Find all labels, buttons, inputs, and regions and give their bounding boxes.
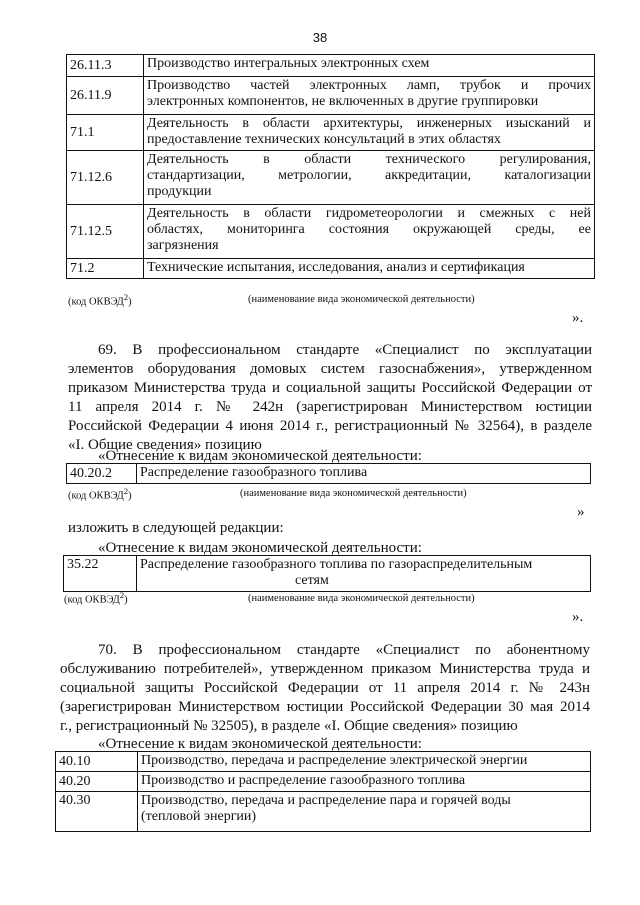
closing-quote: ». [572, 310, 584, 326]
okved-code: 40.20.2 [67, 464, 137, 484]
page-number: 38 [312, 30, 328, 45]
okved-table-1 [66, 54, 595, 279]
okved-name: Деятельность в области гидрометеорологии и смежных с ней областях, мониторинга состояния окружающей среды, ее загрязнения [144, 205, 595, 259]
okved-table-old-69 [66, 463, 591, 484]
table-row [56, 792, 591, 832]
okved-name: Деятельность в области технического регулирования, стандартизации, метрологии, аккредитации, каталогизации продукции [144, 151, 595, 205]
name-caption: (наименование вида экономической деятельности) [248, 294, 475, 305]
okved-name: Деятельность в области архитектуры, инженерных изысканий и предоставление технических консультаций в этих областях [144, 115, 595, 151]
okved-code: 35.22 [64, 556, 137, 592]
table-row [56, 772, 591, 792]
okved-code: 71.2 [67, 259, 144, 279]
name-caption: (наименование вида экономической деятельности) [248, 593, 475, 604]
table-row [56, 752, 591, 772]
code-caption: (код ОКВЭД$^2$) [68, 486, 132, 502]
okved-name: Производство, передача и распределение электрической энергии [138, 752, 591, 772]
section-69-heading: «Отнесение к видам экономической деятельности: [98, 448, 422, 464]
table-row [67, 77, 595, 115]
okved-name: Технические испытания, исследования, анализ и сертификация [144, 259, 595, 279]
table-row [67, 115, 595, 151]
okved-code: 71.12.6 [67, 151, 144, 205]
okved-name: Производство и распределение газообразного топлива [138, 772, 591, 792]
table-row [67, 464, 591, 484]
code-caption: (код ОКВЭД$^2$) [64, 590, 128, 606]
okved-name: Распределение газообразного топлива [137, 464, 591, 484]
okved-table-70 [55, 751, 591, 832]
table-row [64, 556, 591, 592]
section-70-heading: «Отнесение к видам экономической деятельности: [98, 736, 422, 752]
table-row [67, 205, 595, 259]
edit-instruction: изложить в следующей редакции: [68, 520, 284, 536]
okved-code: 71.1 [67, 115, 144, 151]
okved-code: 26.11.9 [67, 77, 144, 115]
section-69-heading-new: «Отнесение к видам экономической деятельности: [98, 540, 422, 556]
okved-name: Производство интегральных электронных схем [144, 55, 595, 77]
okved-table-new-69 [63, 555, 591, 592]
closing-quote: ». [572, 609, 584, 625]
okved-name: Распределение газообразного топлива по газораспределительным сетям [137, 556, 591, 592]
code-caption: (код ОКВЭД$^2$) [68, 292, 132, 308]
table-row [67, 151, 595, 205]
section-69-paragraph: 69. В профессиональном стандарте «Специалист по эксплуатации элементов оборудования домовых систем газоснабжения», утвержденном приказом Министерства труда и социальной защиты Российской Федерации от 11 апреля 2014 г. № 242н (зарегистрирован Министерством юстиции Российской Федерации 4 июня 2014 г., регистрационный № 32564), в разделе «I. Общие сведения» позицию [68, 342, 592, 453]
table-row [67, 55, 595, 77]
section-70-paragraph: 70. В профессиональном стандарте «Специалист по абонентному обслуживанию потребителей», утвержденном приказом Министерства труда и социальной защиты Российской Федерации от 11 апреля 2014 г. № 243н (зарегистрирован Министерством юстиции Российской Федерации 30 мая 2014 г., регистрационный № 32505), в разделе «I. Общие сведения» позицию [60, 642, 590, 734]
closing-quote: » [577, 504, 585, 520]
okved-name: Производство частей электронных ламп, трубок и прочих электронных компонентов, не включенных в другие группировки [144, 77, 595, 115]
okved-name: Производство, передача и распределение пара и горячей воды (тепловой энергии) [138, 792, 591, 832]
okved-code: 40.20 [56, 772, 138, 792]
table-row [67, 259, 595, 279]
okved-code: 40.10 [56, 752, 138, 772]
okved-code: 26.11.3 [67, 55, 144, 77]
okved-code: 71.12.5 [67, 205, 144, 259]
okved-code: 40.30 [56, 792, 138, 832]
name-caption: (наименование вида экономической деятельности) [240, 488, 467, 499]
